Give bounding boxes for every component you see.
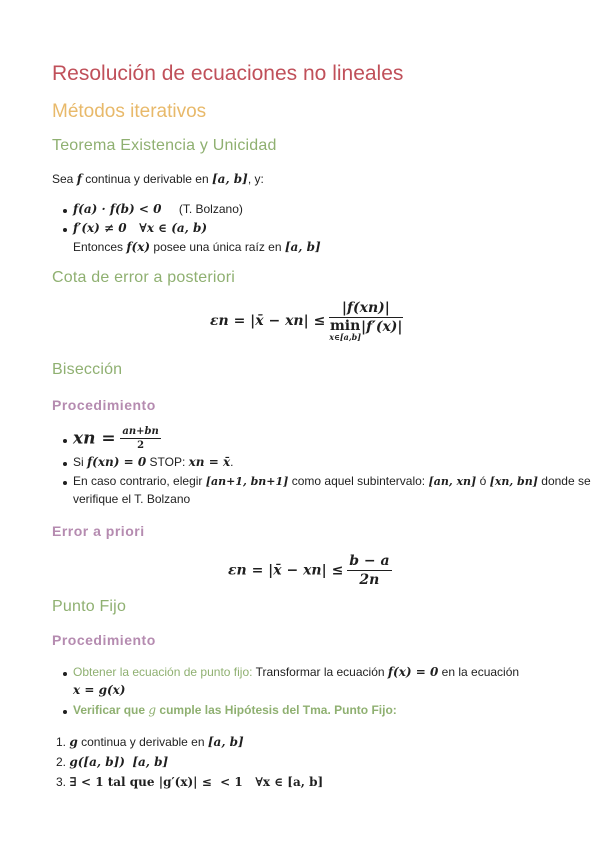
hypothesis-item-1: 1. g continua y derivable en [a, b] [56, 735, 244, 749]
punto-fijo-step-2: Verificar que g cumple las Hipótesis del Tma. Punto Fijo: [73, 703, 397, 717]
hypothesis-item-2: 2. g([a, b]) [a, b] [56, 755, 169, 769]
bullet-dot [63, 228, 67, 232]
punto-fijo-step-1: Obtener la ecuación de punto fijo: Transformar la ecuación f(x) = 0 en la ecuación [73, 665, 520, 679]
section-subtitle: Métodos iterativos [52, 101, 207, 122]
hypothesis-item-3: 3. ∃ < 1 tal que |g′(x)| ≤ < 1 ∀x ∈ [a, b] [56, 775, 324, 789]
theorem-bullet-1: f(a) · f(b) < 0 (T. Bolzano) [73, 202, 243, 216]
theorem-bullet-2: f′(x) ≠ 0 ∀x ∈ (a, b) [73, 221, 208, 235]
error-priori-formula: εn = |x̄ − xn| ≤ $\frac{b - a}{2n}$ [228, 553, 390, 588]
theorem-heading: Teorema Existencia y Unicidad [52, 137, 277, 154]
biseccion-heading: Bisección [52, 361, 123, 378]
bullet-dot [63, 710, 67, 714]
posterior-heading: Cota de error a posteriori [52, 269, 236, 286]
posterior-formula: εn = |x̄ − xn| ≤ |f(xn)| min x∈[a,b] |f′(x)| [210, 300, 403, 342]
bullet-dot [63, 462, 67, 466]
theorem-intro: Sea f continua y derivable en [a, b], y: [52, 172, 264, 186]
error-priori-heading: Error a priori [52, 523, 145, 539]
biseccion-step-3-cont: verifique el T. Bolzano [73, 492, 191, 506]
punto-fijo-procedure-heading: Procedimiento [52, 632, 156, 648]
bullet-dot [63, 481, 67, 485]
bullet-dot [63, 439, 67, 443]
bullet-dot [63, 672, 67, 676]
theorem-conclusion: Entonces f(x) posee una única raíz en [a, b] [73, 240, 321, 254]
bullet-dot [63, 209, 67, 213]
punto-fijo-step-1-cont: x = g(x) [73, 683, 126, 697]
biseccion-step-2: Si f(xn) = 0 STOP: xn = x̄. [73, 455, 234, 469]
biseccion-step-1: xn = $\frac{an+bn}{2}$ [73, 426, 159, 451]
page-title: Resolución de ecuaciones no lineales [52, 62, 404, 85]
biseccion-step-3: En caso contrario, elegir [an+1, bn+1] como aquel subintervalo: [an, xn] ó [xn, bn] donde se [73, 474, 591, 488]
punto-fijo-heading: Punto Fijo [52, 598, 127, 615]
biseccion-procedure-heading: Procedimiento [52, 397, 156, 413]
